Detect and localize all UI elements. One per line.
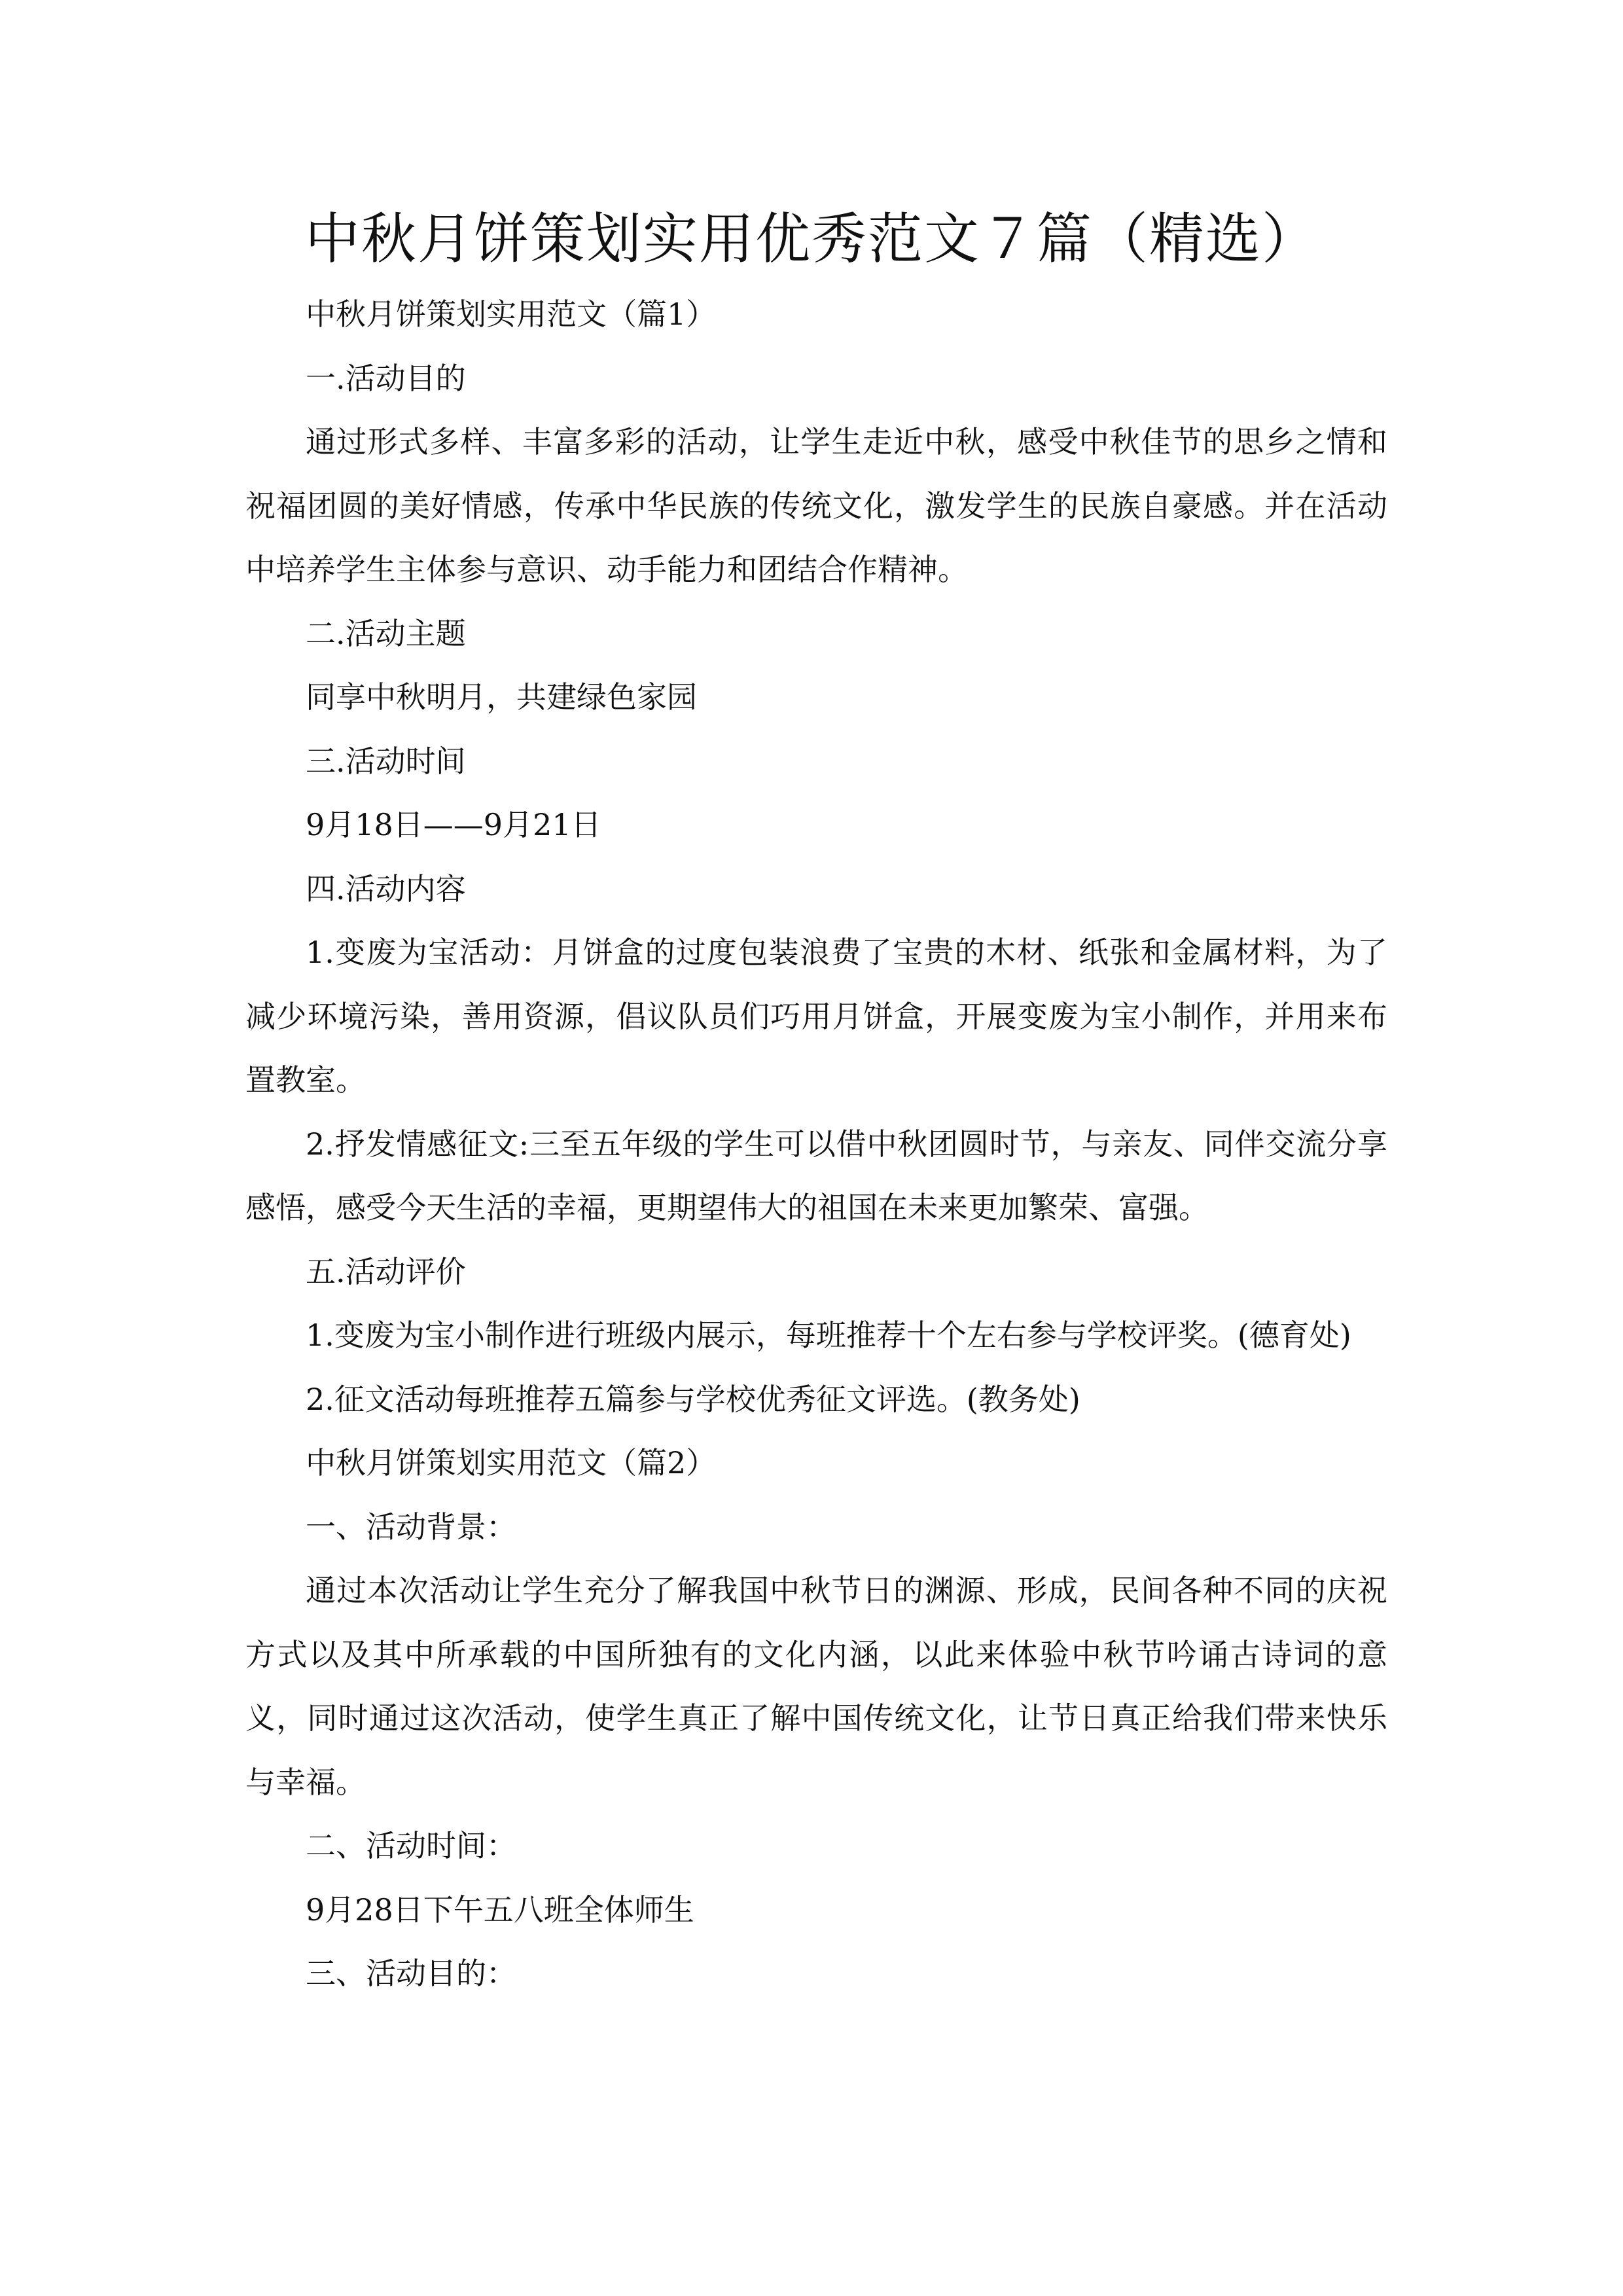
document-body bbox=[245, 283, 1387, 2006]
paragraph: 9月28日下午五八班全体师生 bbox=[306, 1892, 694, 1928]
subheading: 四.活动内容 bbox=[306, 870, 466, 906]
subheading: 一、活动背景： bbox=[306, 1509, 516, 1545]
subheading: 二.活动主题 bbox=[306, 615, 466, 651]
paragraph: 2.征文活动每班推荐五篇参与学校优秀征文评选。(教务处) bbox=[306, 1381, 1080, 1417]
subheading: 一.活动目的 bbox=[306, 360, 466, 396]
subheading: 三、活动目的： bbox=[306, 1956, 516, 1991]
section-heading: 中秋月饼策划实用范文（篇2） bbox=[306, 1445, 717, 1480]
paragraph: 1.变废为宝小制作进行班级内展示，每班推荐十个左右参与学校评奖。(德育处) bbox=[306, 1318, 1351, 1353]
subheading: 二、活动时间： bbox=[306, 1828, 516, 1863]
document-title: 中秋月饼策划实用优秀范文７篇（精选） bbox=[304, 207, 1318, 271]
paragraph: 通过本次活动让学生充分了解我国中秋节日的渊源、形成，民间各种不同的庆祝方式以及其中所承载的中国所独有的文化内涵，以此来体验中秋节吟诵古诗词的意义，同时通过这次活动，使学生真正了解中国传统文化，让节日真正给我们带来快乐与幸福。 bbox=[245, 1573, 1387, 1800]
paragraph: 同享中秋明月，共建绿色家园 bbox=[306, 679, 697, 715]
paragraph: 9月18日——9月21日 bbox=[306, 807, 601, 842]
subheading: 五.活动评价 bbox=[306, 1253, 466, 1289]
section-heading: 中秋月饼策划实用范文（篇1） bbox=[306, 296, 717, 332]
paragraph: 通过形式多样、丰富多彩的活动，让学生走近中秋，感受中秋佳节的思乡之情和祝福团圆的美好情感，传承中华民族的传统文化，激发学生的民族自豪感。并在活动中培养学生主体参与意识、动手能力和团结合作精神。 bbox=[245, 424, 1387, 587]
paragraph: 2.抒发情感征文:三至五年级的学生可以借中秋团圆时节，与亲友、同伴交流分享感悟，感受今天生活的幸福，更期望伟大的祖国在未来更加繁荣、富强。 bbox=[245, 1126, 1387, 1225]
paragraph: 1.变废为宝活动：月饼盒的过度包装浪费了宝贵的木材、纸张和金属材料，为了减少环境污染，善用资源，倡议队员们巧用月饼盒，开展变废为宝小制作，并用来布置教室。 bbox=[245, 935, 1387, 1098]
subheading: 三.活动时间 bbox=[306, 743, 466, 779]
